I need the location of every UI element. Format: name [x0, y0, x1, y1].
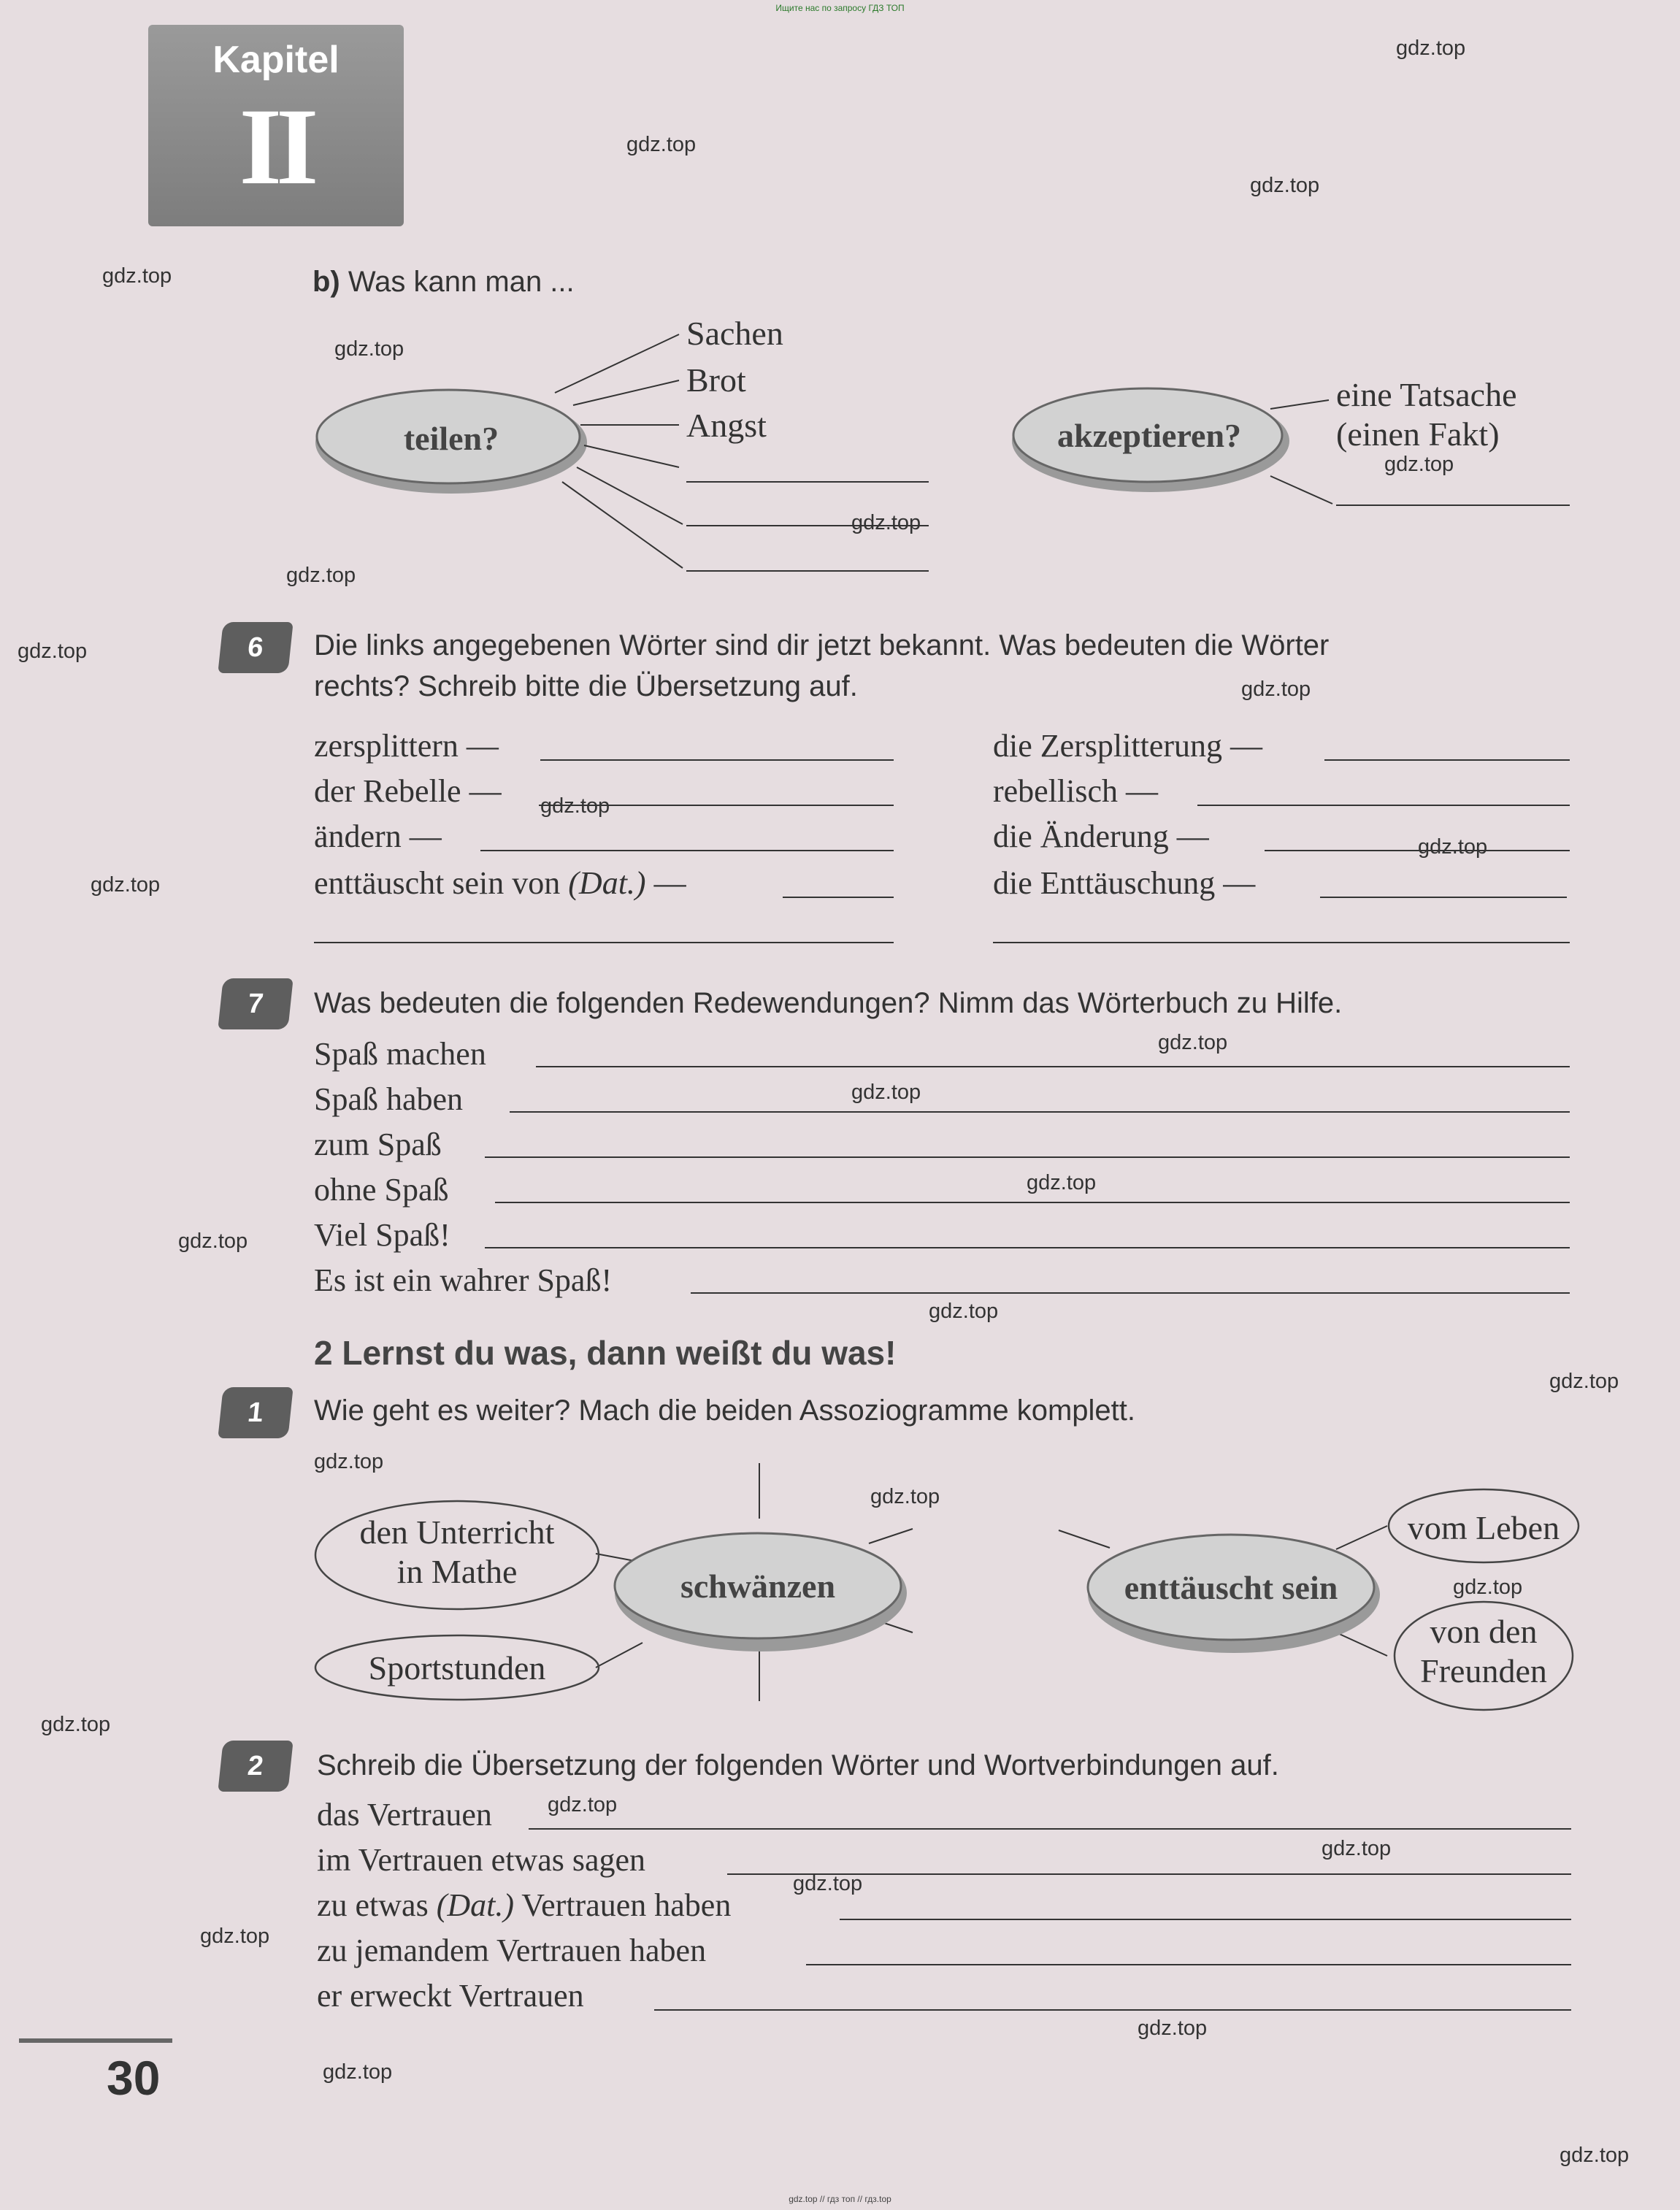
- task-2-phrase: [317, 1887, 731, 1924]
- watermark: gdz.top: [626, 133, 697, 156]
- watermark: gdz.top: [1418, 835, 1488, 859]
- section-2-heading: 2 Lernst du was, dann weißt du was!: [314, 1334, 897, 1372]
- task-6-right-item: die Änderung —: [993, 818, 1209, 854]
- section-2-task-1-instruction: Wie geht es weiter? Mach die beiden Assoziogramme komplett.: [314, 1394, 1135, 1427]
- task-6-line-1: Die links angegebenen Wörter sind dir jetzt bekannt. Was bedeuten die Wörter: [314, 629, 1330, 661]
- watermark: gdz.top: [323, 2060, 393, 2084]
- enttaeuscht-word: von den: [1430, 1613, 1538, 1650]
- watermark: gdz.top: [200, 1925, 270, 1948]
- task-6-left-item: ändern —: [314, 818, 442, 854]
- teilen-word: Sachen: [686, 315, 783, 352]
- watermark: gdz.top: [1560, 2144, 1630, 2167]
- section-b-text: Was kann man ...: [348, 266, 575, 298]
- watermark: gdz.top: [548, 1793, 618, 1816]
- enttaeuscht-center-label: enttäuscht sein: [1124, 1569, 1338, 1606]
- watermark: gdz.top: [334, 337, 404, 361]
- task-6-right-item: die Enttäuschung —: [993, 865, 1256, 901]
- enttaeuscht-word: Freunden: [1420, 1652, 1547, 1689]
- teilen-center-label: teilen?: [403, 420, 499, 457]
- task-2-phrase-case: (Dat.): [436, 1887, 515, 1923]
- enttaeuscht-word: vom Leben: [1407, 1509, 1560, 1546]
- task-7-phrase: Es ist ein wahrer Spaß!: [314, 1262, 613, 1298]
- task-2-phrase: im Vertrauen etwas sagen: [317, 1842, 646, 1878]
- schwaenzen-word: Sportstunden: [368, 1649, 546, 1687]
- watermark: gdz.top: [851, 511, 921, 534]
- watermark: gdz.top: [1453, 1576, 1523, 1599]
- section-b-label: b): [312, 266, 340, 298]
- task-6-left-dash: —: [653, 865, 686, 901]
- schwaenzen-word: den Unterricht: [359, 1513, 555, 1551]
- task-7-phrase: zum Spaß: [314, 1127, 442, 1162]
- connector-line: [1336, 1526, 1387, 1549]
- task-2-phrase: das Vertrauen: [317, 1797, 492, 1833]
- watermark: gdz.top: [1250, 174, 1320, 197]
- task-7-number: 7: [218, 978, 293, 1029]
- task-2-phrase-part: zu etwas: [317, 1887, 429, 1923]
- watermark: gdz.top: [1241, 678, 1311, 701]
- watermark: gdz.top: [793, 1872, 863, 1895]
- watermark: gdz.top: [1027, 1171, 1097, 1194]
- bottom-site-note: gdz.top // гдз топ // гдз.top: [789, 2194, 891, 2204]
- task-6-left-text: enttäuscht sein von: [314, 865, 561, 901]
- task-2-phrase-part: Vertrauen haben: [521, 1887, 732, 1923]
- section-2-task-1-number: 1: [218, 1387, 293, 1438]
- task-6-number: 6: [218, 622, 293, 673]
- task-6-right-item: rebellisch —: [993, 773, 1159, 809]
- enttaeuscht-diagram: [1059, 1489, 1579, 1710]
- watermark: gdz.top: [1322, 1837, 1392, 1860]
- section-2-task-2-number: 2: [218, 1741, 293, 1792]
- watermark: gdz.top: [314, 1450, 384, 1473]
- watermark: gdz.top: [102, 264, 172, 288]
- page-number-bar: [19, 2038, 172, 2043]
- connector-line: [869, 1529, 913, 1543]
- connector-line: [596, 1643, 643, 1668]
- task-6-left-item: der Rebelle —: [314, 773, 502, 809]
- task-7-phrase: Spaß machen: [314, 1036, 486, 1072]
- answer-line: [654, 2009, 1571, 2011]
- teilen-word: Angst: [686, 407, 767, 444]
- watermark: gdz.top: [851, 1081, 921, 1104]
- task-7-phrase: Spaß haben: [314, 1081, 464, 1117]
- top-site-note: Ищите нас по запросу ГДЗ ТОП: [775, 3, 905, 13]
- watermark: gdz.top: [41, 1713, 111, 1736]
- watermark: gdz.top: [540, 794, 610, 818]
- answer-line: [727, 1873, 1571, 1875]
- watermark: gdz.top: [1384, 453, 1454, 476]
- akzeptieren-center-label: akzeptieren?: [1056, 417, 1242, 454]
- answer-line: [806, 1964, 1571, 1965]
- schwaenzen-center-label: schwänzen: [680, 1568, 836, 1605]
- schwaenzen-diagram: [315, 1463, 913, 1701]
- task-7-phrase: ohne Spaß: [314, 1172, 449, 1208]
- watermark: gdz.top: [1138, 2017, 1208, 2040]
- schwaenzen-word: in Mathe: [396, 1553, 518, 1590]
- akzeptieren-word: eine Tatsache: [1336, 376, 1517, 413]
- watermark: gdz.top: [1549, 1370, 1619, 1393]
- task-7-instruction: Was bedeuten die folgenden Redewendungen? Nimm das Wörterbuch zu Hilfe.: [314, 987, 1343, 1019]
- connector-line: [1059, 1530, 1110, 1548]
- task-2-phrase: zu jemandem Vertrauen haben: [317, 1933, 707, 1968]
- watermark: gdz.top: [929, 1300, 999, 1323]
- watermark: gdz.top: [1158, 1031, 1228, 1054]
- page-number: 30: [107, 2051, 161, 2105]
- akzeptieren-word: (einen Fakt): [1336, 415, 1500, 453]
- task-2-phrase: er erweckt Vertrauen: [317, 1978, 584, 2014]
- teilen-word: Brot: [686, 361, 746, 399]
- connector-line: [1336, 1632, 1387, 1656]
- task-6-line-2: rechts? Schreib bitte die Übersetzung auf.: [314, 670, 858, 702]
- answer-line: [529, 1828, 1571, 1830]
- chapter-word: Kapitel: [212, 39, 340, 81]
- watermark: gdz.top: [91, 873, 161, 897]
- watermark: gdz.top: [286, 564, 356, 587]
- task-7-phrase: Viel Spaß!: [314, 1217, 450, 1253]
- watermark: gdz.top: [870, 1485, 940, 1508]
- task-6-left-case: (Dat.): [568, 865, 646, 901]
- chapter-number: II: [239, 86, 313, 207]
- section-2-task-2-instruction: Schreib die Übersetzung der folgenden Wörter und Wortverbindungen auf.: [317, 1749, 1279, 1781]
- watermark: gdz.top: [1396, 37, 1466, 60]
- watermark: gdz.top: [18, 640, 88, 663]
- task-6-right-item: die Zersplitterung —: [993, 728, 1263, 764]
- watermark: gdz.top: [178, 1229, 248, 1253]
- answer-line: [840, 1919, 1571, 1920]
- task-6-left-item: zersplittern —: [314, 728, 499, 764]
